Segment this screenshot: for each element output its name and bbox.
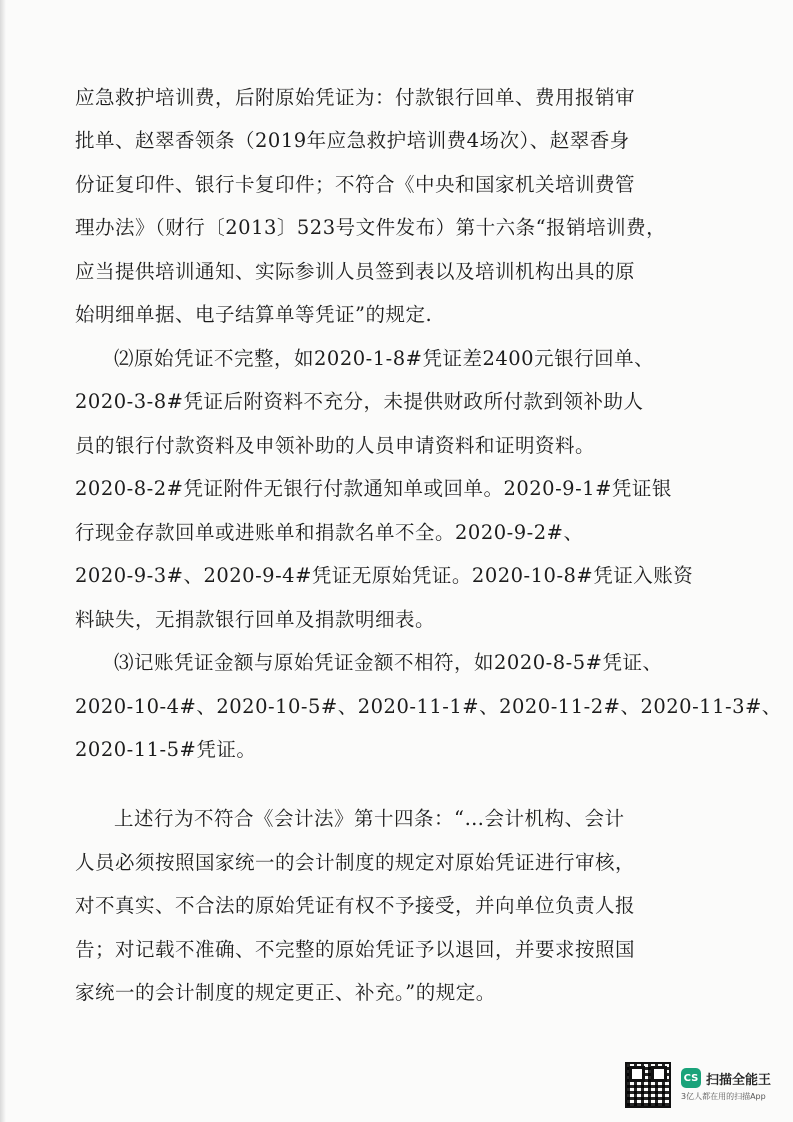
paragraph-line: 人员必须按照国家统一的会计制度的规定对原始凭证进行审核， (75, 851, 636, 874)
paragraph-line: 理办法》（财行〔2013〕523号文件发布）第十六条“报销培训费， (75, 216, 667, 239)
paragraph-line: 员的银行付款资料及申领补助的人员申请资料和证明资料。 (75, 434, 596, 457)
scan-shadow-edge (0, 0, 6, 1122)
camscanner-logo-icon: CS (681, 1068, 701, 1088)
watermark-app-name: 扫描全能王 (705, 1072, 771, 1088)
paragraph-line: 上述行为不符合《会计法》第十四条：“…会计机构、会计 (114, 807, 625, 830)
paragraph-line: 家统一的会计制度的规定更正、补充。”的规定。 (75, 981, 496, 1004)
paragraph-line: 告；对记载不准确、不完整的原始凭证予以退回，并要求按照国 (75, 938, 636, 961)
paragraph-line: 批单、赵翠香领条（2019年应急救护培训费4场次）、赵翠香身 (75, 129, 630, 152)
paragraph-line: 2020-3-8#凭证后附资料不充分，未提供财政所付款到领补助人 (75, 390, 644, 413)
paragraph-line: 行现金存款回单或进账单和捐款名单不全。2020-9-2#、 (75, 521, 584, 544)
paragraph-line: 料缺失，无捐款银行回单及捐款明细表。 (75, 608, 436, 631)
paragraph-line: 2020-11-5#凭证。 (75, 738, 257, 761)
paragraph-line: 2020-8-2#凭证附件无银行付款通知单或回单。2020-9-1#凭证银 (75, 477, 672, 500)
paragraph-line: ⑶记账凭证金额与原始凭证金额不相符，如2020-8-5#凭证、 (114, 651, 663, 674)
paragraph-line: 应急救护培训费，后附原始凭证为：付款银行回单、费用报销审 (75, 86, 636, 109)
qr-code-icon (625, 1062, 671, 1108)
paragraph-line: 对不真实、不合法的原始凭证有权不予接受，并向单位负责人报 (75, 894, 636, 917)
scanner-watermark (625, 1062, 771, 1108)
paragraph-line: 应当提供培训通知、实际参训人员签到表以及培训机构出具的原 (75, 260, 636, 283)
paragraph-line: ⑵原始凭证不完整，如2020-1-8#凭证差2400元银行回单、 (114, 347, 655, 370)
paragraph-line: 始明细单据、电子结算单等凭证”的规定. (75, 303, 433, 326)
watermark-slogan: 3亿人都在用的扫描App (680, 1092, 766, 1101)
paragraph-line: 2020-9-3#、2020-9-4#凭证无原始凭证。2020-10-8#凭证入账资 (75, 564, 694, 587)
paragraph-line: 2020-10-4#、2020-10-5#、2020-11-1#、2020-11-2#、2020-11-3#、 (75, 695, 782, 718)
paragraph-line: 份证复印件、银行卡复印件；不符合《中央和国家机关培训费管 (75, 173, 636, 196)
